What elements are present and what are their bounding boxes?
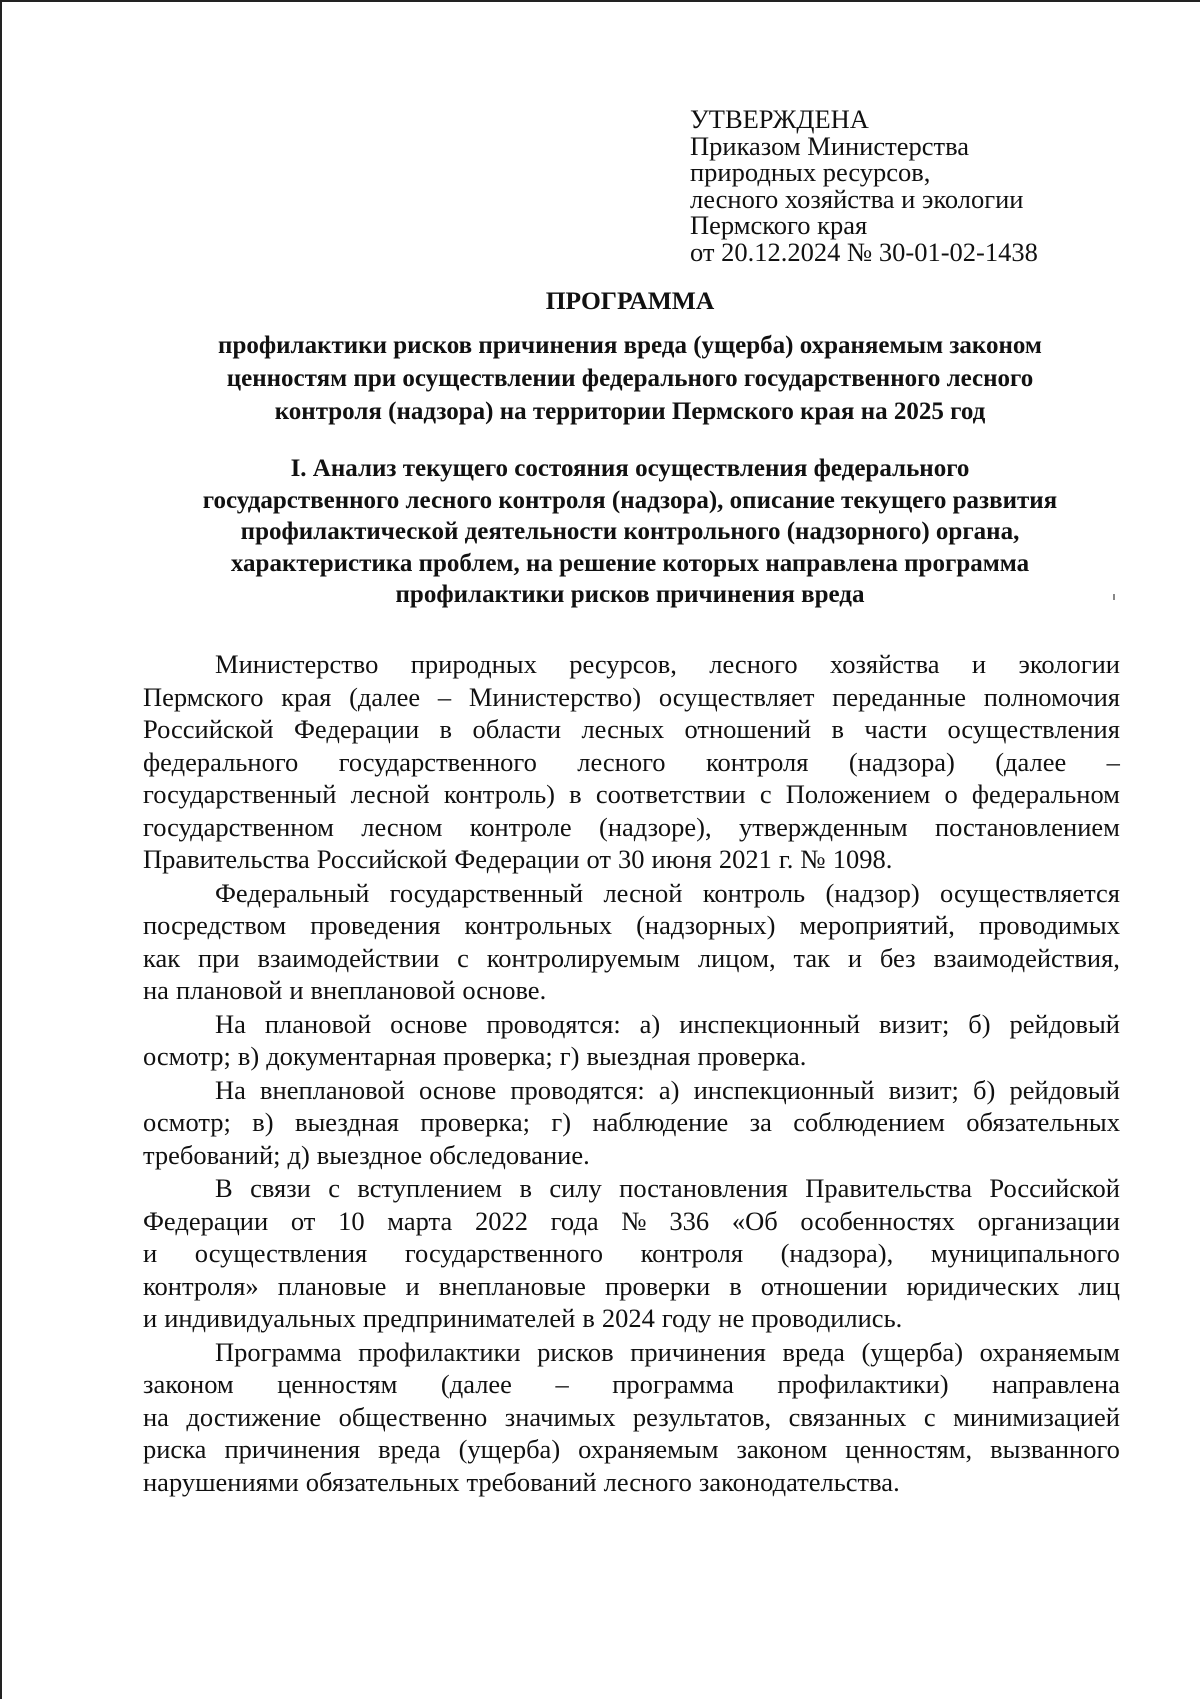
section-heading-line: I. Анализ текущего состояния осуществления федерального — [290, 455, 970, 482]
body-line: государственном лесном контроле (надзоре), утвержденным постановлением — [143, 811, 1120, 842]
body-paragraph — [143, 1336, 1120, 1499]
document-subtitle-line: контроля (надзора) на территории Пермского края на 2025 год — [274, 398, 986, 425]
body-line: Российской Федерации в области лесных отношений в части осуществления — [143, 714, 1120, 744]
approval-stamp-block — [690, 106, 1110, 265]
scan-edge-left — [0, 0, 2, 1699]
body-paragraph — [143, 1172, 1120, 1335]
section-heading — [140, 453, 1120, 611]
body-line: На внеплановой основе проводятся: а) инспекционный визит; б) рейдовый — [215, 1074, 1120, 1105]
body-line: и осуществления государственного контроля (надзора), муниципального — [143, 1238, 1120, 1268]
body-line: законом ценностям (далее – программа профилактики) направлена — [143, 1369, 1120, 1399]
body-line: риска причинения вреда (ущерба) охраняемым законом ценностям, вызванного — [143, 1434, 1120, 1464]
approval-line: лесного хозяйства и экологии — [690, 183, 1024, 214]
body-line: На плановой основе проводятся: а) инспекционный визит; б) рейдовый — [215, 1008, 1120, 1039]
body-line: Правительства Российской Федерации от 30 июня 2021 г. № 1098. — [143, 844, 893, 874]
body-paragraph — [143, 648, 1120, 876]
scan-artifact — [1113, 594, 1115, 600]
body-line: как при взаимодействии с контролируемым лицом, так и без взаимодействия, — [143, 942, 1120, 973]
body-line: В связи с вступлением в силу постановления Правительства Российской — [215, 1173, 1120, 1203]
body-line: осмотр; в) документарная проверка; г) выездная проверка. — [143, 1041, 807, 1071]
approval-line: от 20.12.2024 № 30-01-02-1438 — [690, 236, 1038, 267]
section-heading-line: государственного лесного контроля (надзора), описание текущего развития — [202, 486, 1058, 514]
body-line: на плановой и внеплановой основе. — [143, 975, 547, 1005]
body-line: контроля» плановые и внеплановые проверки в отношении юридических лиц — [143, 1270, 1120, 1301]
section-heading-line: профилактической деятельности контрольного (надзорного) органа, — [240, 518, 1020, 545]
body-line: федерального государственного лесного контроля (надзора) (далее – — [143, 746, 1120, 777]
body-line: Пермского края (далее – Министерство) осуществляет переданные полномочия — [143, 681, 1120, 712]
body-line: на достижение общественно значимых результатов, связанных с минимизацией — [143, 1401, 1120, 1432]
body-paragraph — [143, 877, 1120, 1007]
body-paragraph — [143, 1008, 1120, 1073]
document-subtitle-line: профилактики рисков причинения вреда (ущерба) охраняемым законом — [218, 332, 1042, 359]
body-line: Федеральный государственный лесной контроль (надзор) осуществляется — [215, 877, 1120, 908]
body-line: посредством проведения контрольных (надзорных) мероприятий, проводимых — [143, 910, 1120, 940]
scan-edge-top — [0, 0, 1200, 2]
body-line: Программа профилактики рисков причинения вреда (ущерба) охраняемым — [215, 1336, 1120, 1367]
approval-line: Приказом Министерства — [690, 130, 969, 161]
body-paragraph — [143, 1074, 1120, 1172]
body-line: государственный лесной контроль) в соответствии с Положением о федеральном — [143, 779, 1120, 809]
document-subtitle-line: ценностям при осуществлении федерального государственного лесного — [226, 365, 1034, 392]
body-line: Министерство природных ресурсов, лесного хозяйства и экологии — [215, 649, 1120, 679]
approval-line: природных ресурсов, — [690, 157, 931, 187]
body-line: требований; д) выездное обследование. — [143, 1139, 590, 1170]
approval-line: Пермского края — [690, 210, 868, 240]
body-line: и индивидуальных предпринимателей в 2024 году не проводились. — [143, 1303, 903, 1333]
body-text — [143, 648, 1120, 1499]
body-line: осмотр; в) выездная проверка; г) наблюдение за соблюдением обязательных — [143, 1107, 1120, 1137]
body-line: Федерации от 10 марта 2022 года № 336 «Об особенностях организации — [143, 1205, 1120, 1236]
section-heading-line: профилактики рисков причинения вреда — [395, 581, 865, 608]
approval-line: УТВЕРЖДЕНА — [690, 104, 869, 134]
body-line: нарушениями обязательных требований лесного законодательства. — [143, 1466, 900, 1497]
section-heading-line: характеристика проблем, на решение которых направлена программа — [230, 549, 1030, 577]
document-title-block — [140, 284, 1120, 428]
document-title: ПРОГРАММА — [545, 286, 715, 315]
